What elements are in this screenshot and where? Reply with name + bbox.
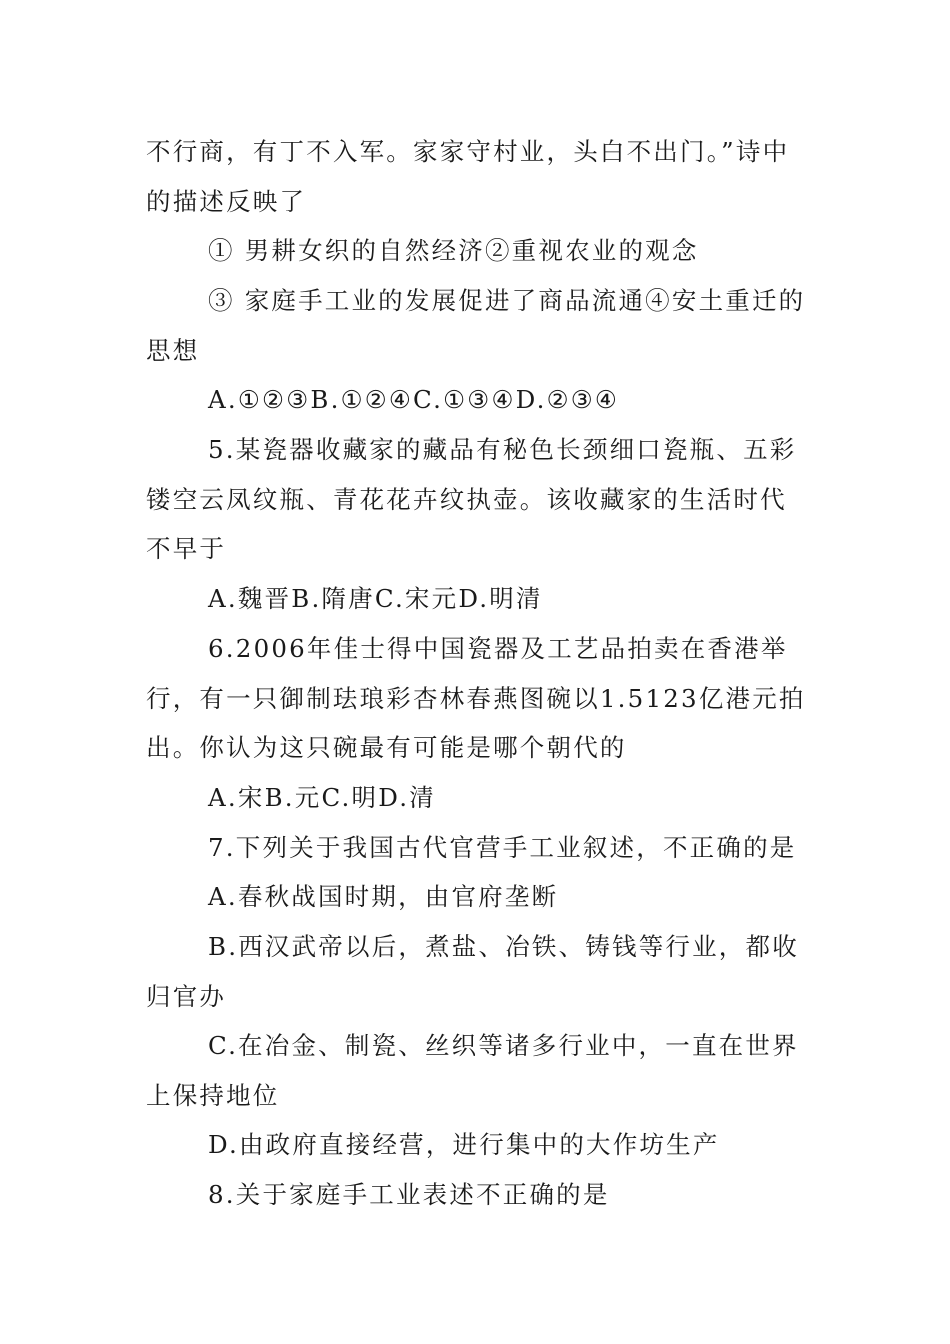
question-7: 7.下列关于我国古代官营手工业叙述，不正确的是 (208, 833, 797, 862)
question-6: 6.2006年佳士得中国瓷器及工艺品拍卖在香港举行，有一只御制珐琅彩杏林春燕图碗以1.5123亿港元拍出。你认为这只碗最有可能是哪个朝代的 (146, 634, 806, 762)
answer-choices-q5: A.魏晋B.隋唐C.宋元D.明清 (208, 584, 543, 613)
option-7c: C.在冶金、制瓷、丝织等诸多行业中，一直在世界上保持地位 (146, 1031, 799, 1110)
option-7d: D.由政府直接经营，进行集中的大作坊生产 (208, 1130, 720, 1159)
option-7a: A.春秋战国时期，由官府垄断 (208, 882, 559, 911)
option-7b: B.西汉武帝以后，煮盐、冶铁、铸钱等行业，都收归官办 (146, 932, 799, 1011)
paragraph-poem-question: 不行商，有丁不入军。家家守村业，头白不出门。”诗中的描述反映了 (146, 137, 790, 216)
question-8: 8.关于家庭手工业表述不正确的是 (208, 1180, 610, 1209)
answer-choices-q4: A.①②③B.①②④C.①③④D.②③④ (208, 385, 620, 414)
option-statement-3-4: ③ 家庭手工业的发展促进了商品流通④安土重迁的思想 (146, 286, 806, 365)
option-statement-1-2: ① 男耕女织的自然经济②重视农业的观念 (208, 236, 699, 265)
answer-choices-q6: A.宋B.元C.明D.清 (208, 783, 436, 812)
question-5: 5.某瓷器收藏家的藏品有秘色长颈细口瓷瓶、五彩镂空云凤纹瓶、青花花卉纹执壶。该收藏家的生活时代不早于 (146, 435, 797, 563)
